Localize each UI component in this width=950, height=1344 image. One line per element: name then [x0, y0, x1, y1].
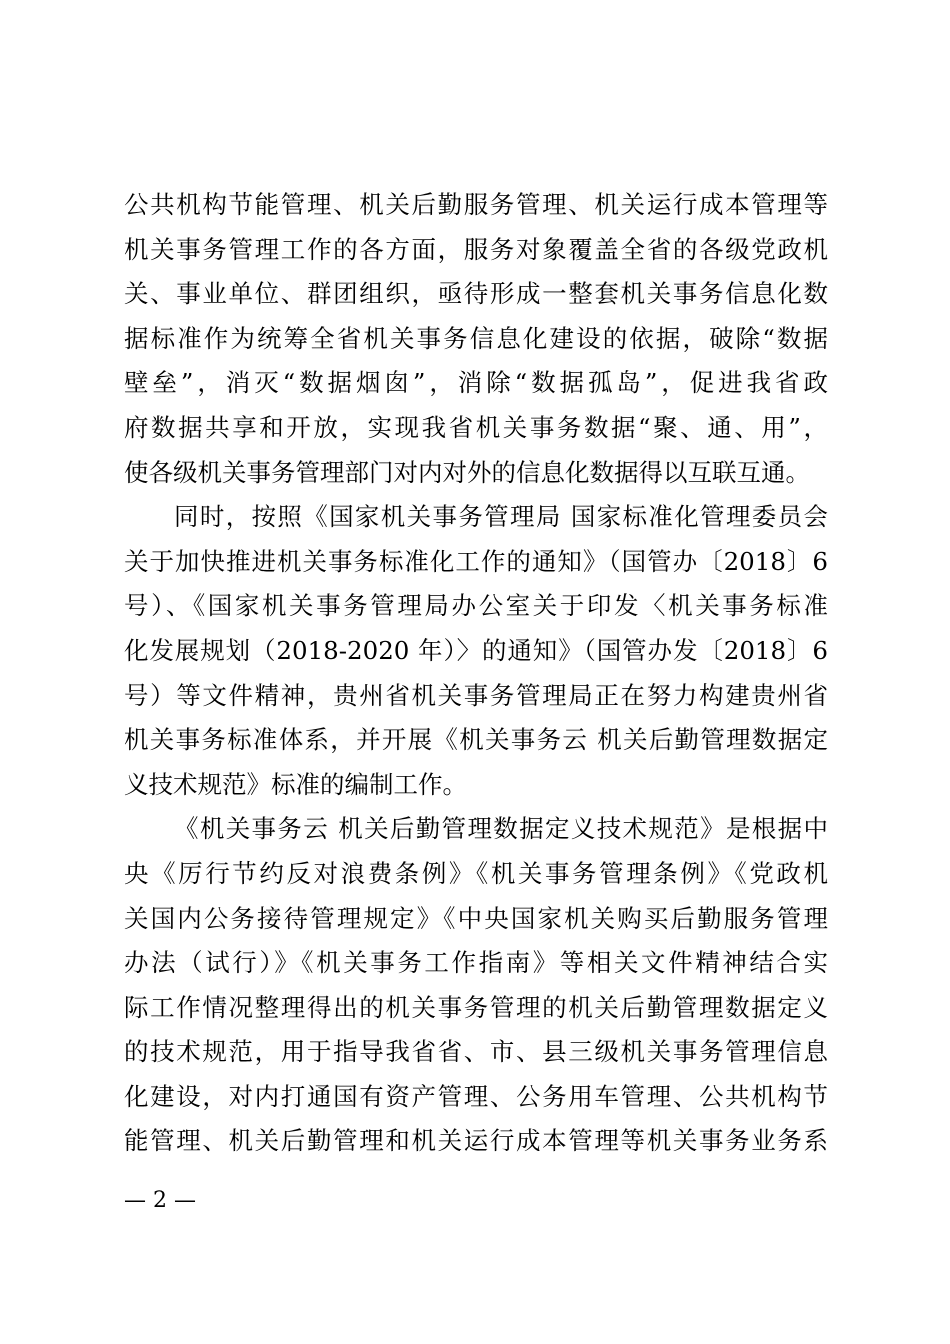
paragraph-1-line-5: 壁垒”，消灭“数据烟囱”，消除“数据孤岛”，促进我省政: [124, 368, 828, 398]
paragraph-1-line-6: 府数据共享和开放，实现我省机关事务数据“聚、通、用”，: [124, 412, 828, 442]
paragraph-1-line-7: 使各级机关事务管理部门对内对外的信息化数据得以互联互通。: [124, 457, 810, 487]
paragraph-2-line-1: 同时，按照《国家机关事务管理局 国家标准化管理委员会: [174, 502, 828, 532]
paragraph-2-line-3: 号）、《国家机关事务管理局办公室关于印发〈机关事务标准: [124, 591, 828, 621]
body-text: [124, 183, 828, 1164]
paragraph-1-line-4: 据标准作为统筹全省机关事务信息化建设的依据，破除“数据: [124, 323, 828, 353]
paragraph-3-line-8: 能管理、机关后勤管理和机关运行成本管理等机关事务业务系: [124, 1126, 828, 1156]
page-number: — 2 —: [124, 1188, 196, 1213]
paragraph-3-line-6: 的技术规范，用于指导我省省、市、县三级机关事务管理信息: [124, 1037, 828, 1067]
paragraph-1-line-1: 公共机构节能管理、机关后勤服务管理、机关运行成本管理等: [124, 190, 828, 219]
paragraph-3-line-1: 《机关事务云 机关后勤管理数据定义技术规范》是根据中: [174, 814, 828, 844]
paragraph-2-line-6: 机关事务标准体系，并开展《机关事务云 机关后勤管理数据定: [124, 725, 828, 755]
paragraph-3-line-4: 办法（试行）》《机关事务工作指南》等相关文件精神结合实: [124, 948, 828, 978]
paragraph-1-line-2: 机关事务管理工作的各方面，服务对象覆盖全省的各级党政机: [124, 234, 828, 264]
paragraph-3-line-5: 际工作情况整理得出的机关事务管理的机关后勤管理数据定义: [124, 992, 828, 1022]
paragraph-1-line-3: 关、事业单位、群团组织，亟待形成一整套机关事务信息化数: [124, 279, 828, 309]
paragraph-3-line-2: 央《厉行节约反对浪费条例》《机关事务管理条例》《党政机: [124, 858, 828, 888]
paragraph-2-line-7: 义技术规范》标准的编制工作。: [124, 769, 467, 799]
paragraph-2-line-4: 化发展规划（2018-2020 年）〉的通知》（国管办发〔2018〕6: [124, 635, 828, 665]
paragraph-3-line-7: 化建设，对内打通国有资产管理、公务用车管理、公共机构节: [124, 1081, 828, 1111]
paragraph-3-line-3: 关国内公务接待管理规定》《中央国家机关购买后勤服务管理: [124, 903, 828, 933]
paragraph-2-line-2: 关于加快推进机关事务标准化工作的通知》（国管办〔2018〕6: [124, 546, 828, 576]
paragraph-2-line-5: 号）等文件精神，贵州省机关事务管理局正在努力构建贵州省: [124, 680, 828, 710]
